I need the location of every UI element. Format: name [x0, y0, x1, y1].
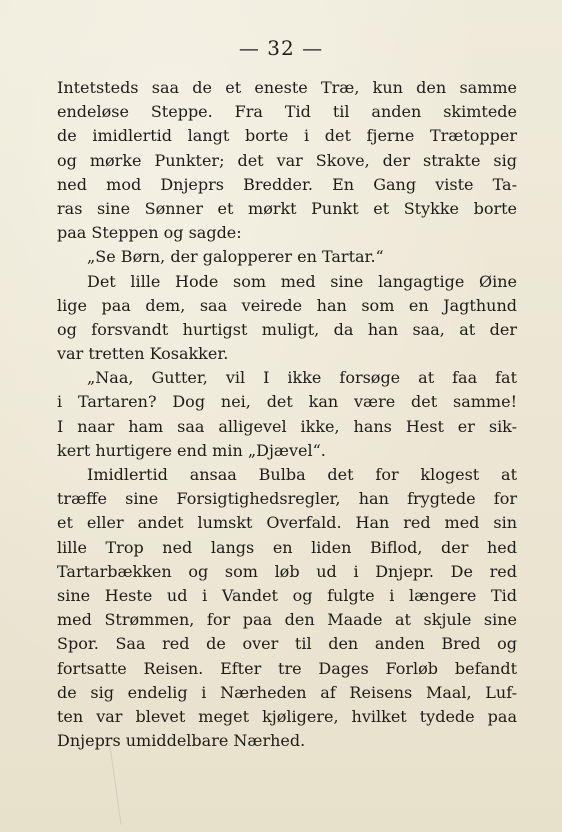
text-line: „Naa, Gutter, vil I ikke forsøge at faa fat — [87, 368, 517, 388]
text-line: ras sine Sønner et mørkt Punkt et Stykke borte — [57, 198, 517, 218]
text-line: ned mod Dnjeprs Bredder. En Gang viste Ta- — [57, 174, 517, 194]
text-line: Det lille Hode som med sine langagtige Øine — [87, 271, 517, 291]
text-line: kert hurtigere end min „Djævel“. — [57, 440, 326, 460]
page-number: — 32 — — [238, 36, 324, 60]
text-line: de sig endelig i Nærheden af Reisens Maal, Luf- — [57, 682, 517, 702]
text-line: var tretten Kosakker. — [57, 344, 229, 364]
body-text — [57, 76, 517, 753]
text-line: lige paa dem, saa veirede han som en Jagthund — [57, 295, 517, 315]
text-line: I naar ham saa alligevel ikke, hans Hest er sik- — [57, 416, 517, 436]
text-line: Intetsteds saa de et eneste Træ, kun den samme — [57, 78, 517, 97]
text-line: Dnjeprs umiddelbare Nærhed. — [57, 731, 306, 751]
text-line: Spor. Saa red de over til den anden Bred og — [57, 634, 517, 654]
text-line: endeløse Steppe. Fra Tid til anden skimtede — [57, 102, 517, 122]
paper-crease — [109, 745, 121, 824]
text-line: med Strømmen, for paa den Maade at skjule sine — [57, 610, 517, 630]
text-line: ten var blevet meget kjøligere, hvilket tydede paa — [57, 706, 517, 726]
text-line: og forsvandt hurtigst muligt, da han saa, at der — [57, 319, 517, 339]
text-line: i Tartaren? Dog nei, det kan være det samme! — [57, 392, 517, 412]
text-line: paa Steppen og sagde: — [57, 223, 242, 243]
text-line: træffe sine Forsigtighedsregler, han frygtede for — [57, 489, 517, 509]
text-line: og mørke Punkter; det var Skove, der strakte sig — [57, 150, 517, 170]
text-line: sine Heste ud i Vandet og fulgte i længere Tid — [57, 585, 517, 605]
text-line: „Se Børn, der galopperer en Tartar.“ — [87, 247, 384, 267]
text-line: Imidlertid ansaa Bulba det for klogest at — [87, 465, 517, 484]
text-line: et eller andet lumskt Overfald. Han red med sin — [57, 513, 517, 533]
text-line: lille Trop ned langs en liden Biflod, der hed — [57, 537, 517, 557]
text-line: Tartarbækken og som løb ud i Dnjepr. De red — [57, 561, 517, 581]
text-line: fortsatte Reisen. Efter tre Dages Forløb befandt — [57, 658, 517, 678]
text-line: de imidlertid langt borte i det fjerne Trætopper — [57, 126, 517, 146]
